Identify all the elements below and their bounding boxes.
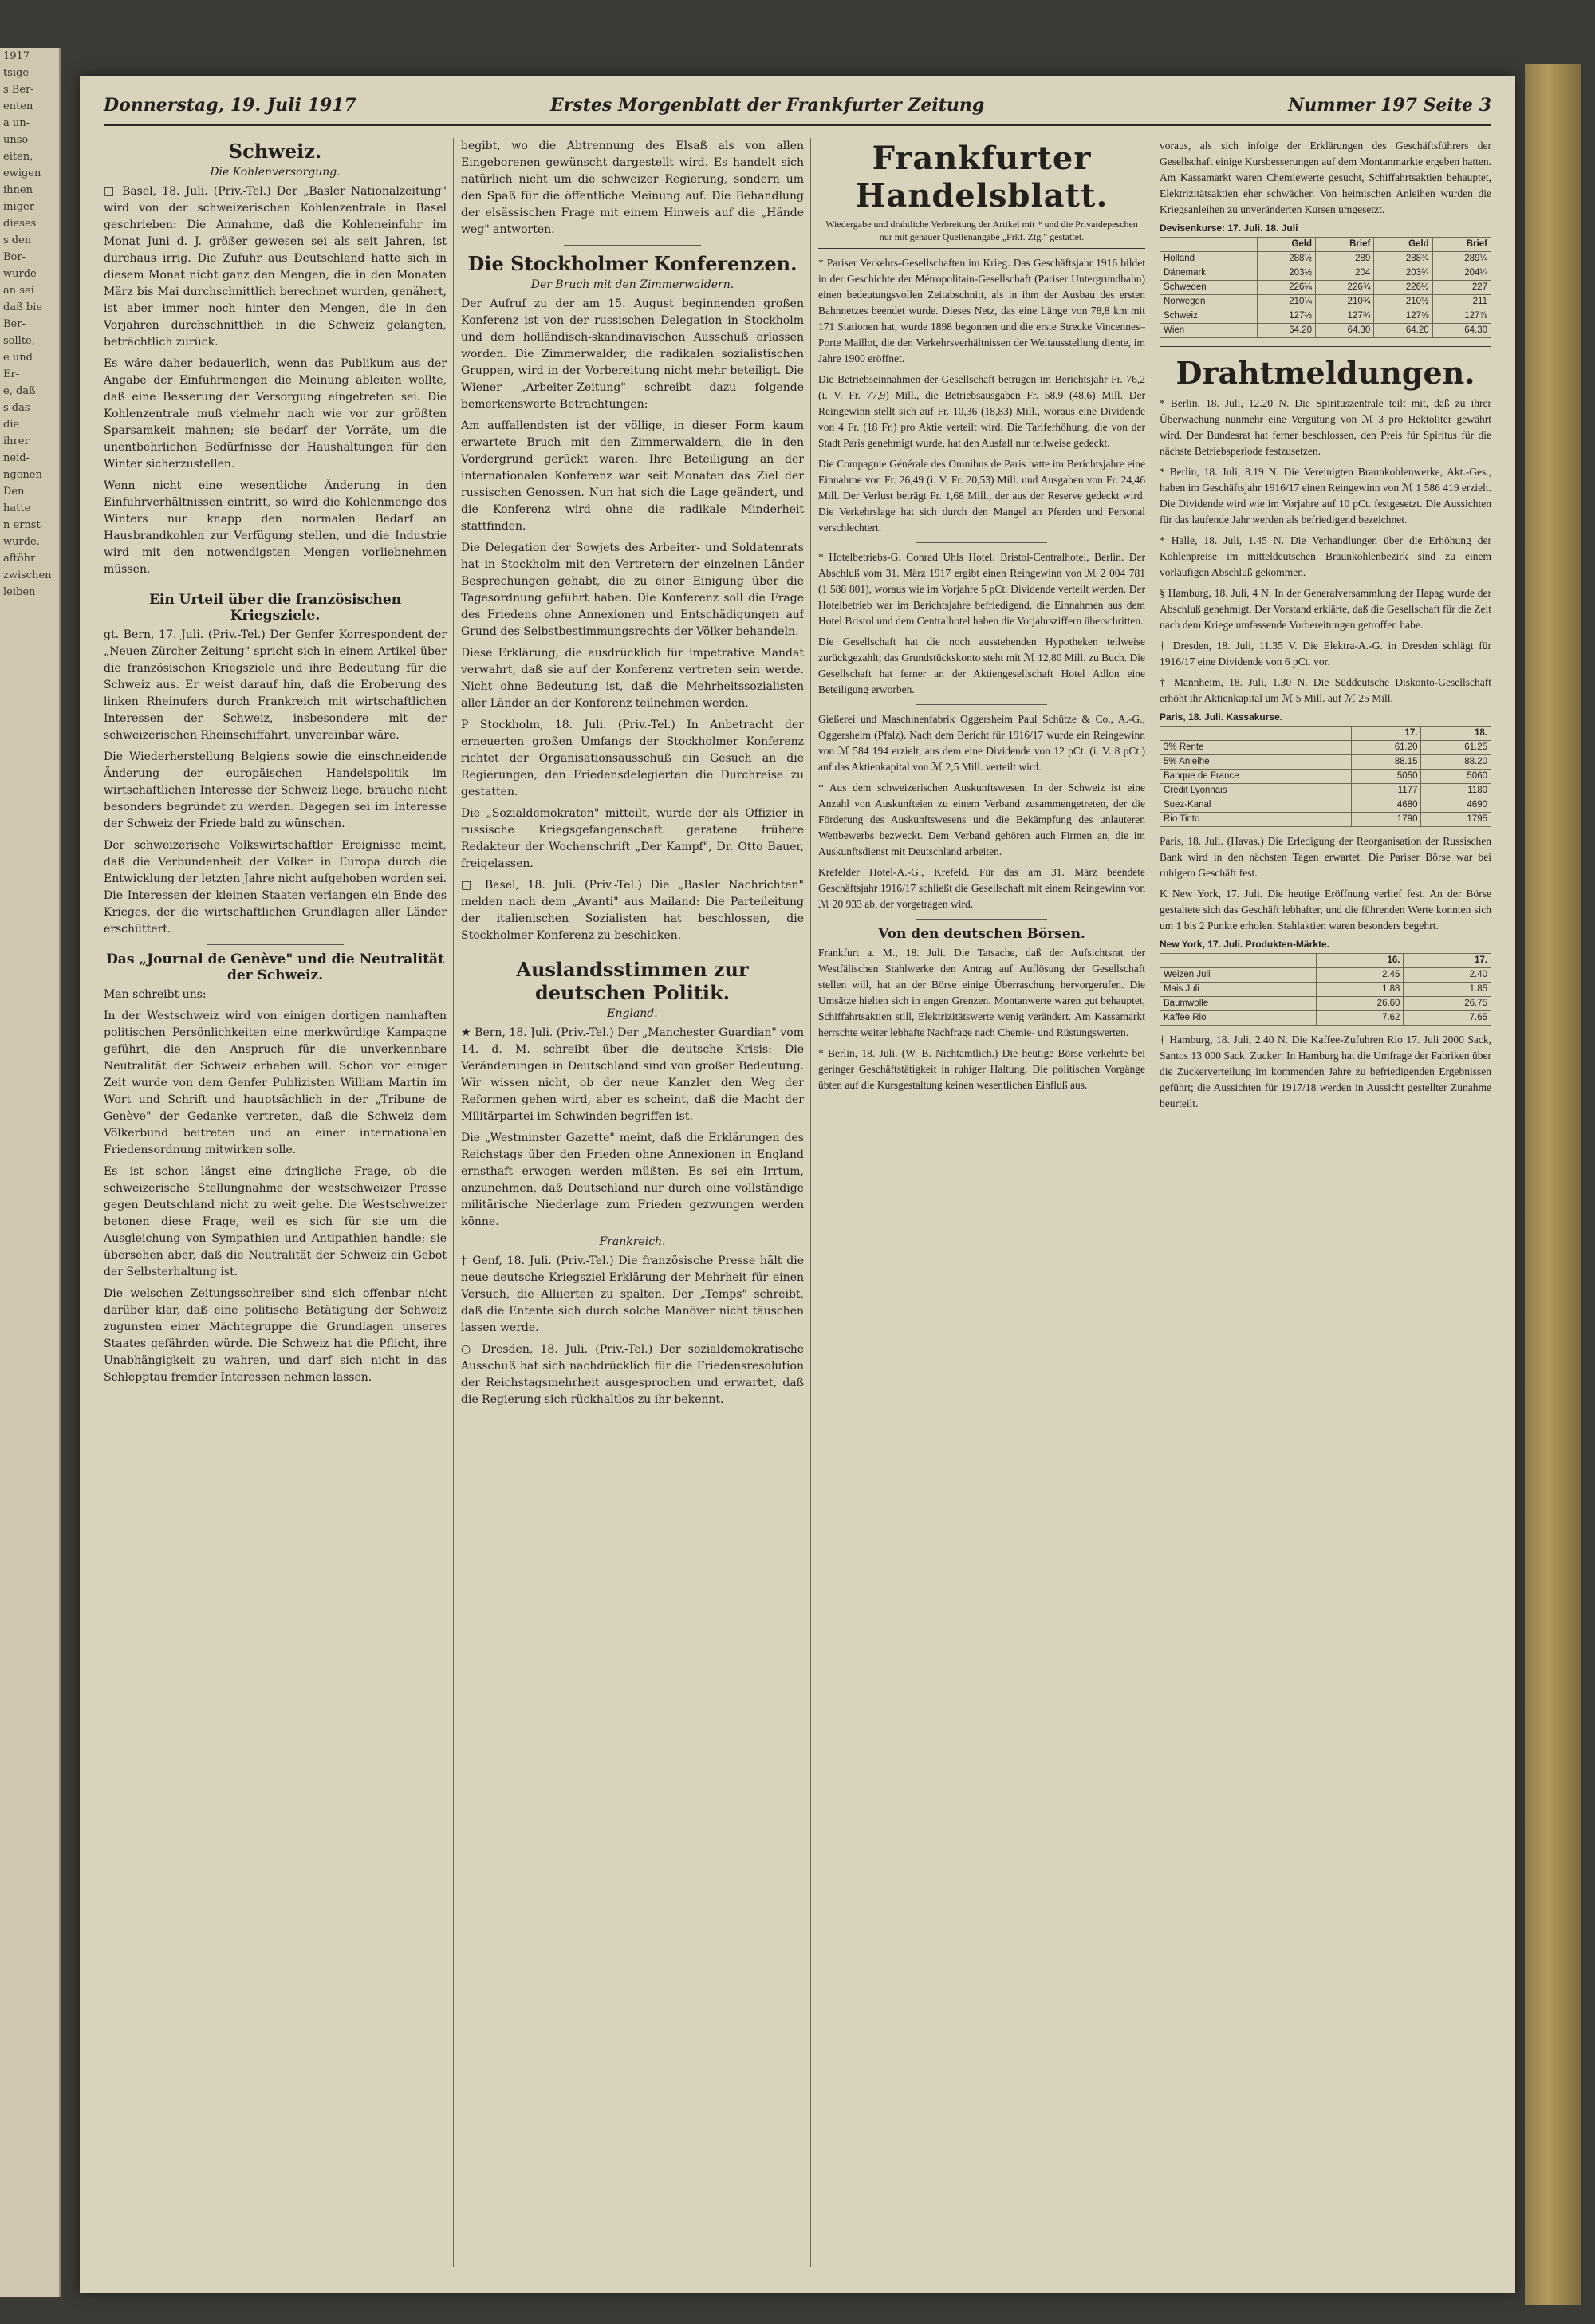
table-cell: 226¼: [1257, 281, 1315, 295]
article-paragraph: * Hotelbetriebs-G. Conrad Uhls Hotel. Bristol-Centralhotel, Berlin. Der Abschluß vom 31. März 1917 ergibt einen Reingewinn von ℳ 2 004 781 (1 588 801), woraus wie im Vorjahre 5 pCt. Dividende verteilt werden. Der Hotelbetrieb war im Berichtsjahre befriedigend, die Einnahmen aus dem Hotel Bristol und dem Centralhotel haben die Vorjahrsziffern überschritten.: [818, 551, 1145, 627]
issue-date: Donnerstag, 19. Juli 1917: [104, 95, 356, 116]
subheading-kohlenversorgung: Die Kohlenversorgung.: [210, 166, 341, 179]
article-paragraph: □ Basel, 18. Juli. (Priv.-Tel.) Der „Basler Nationalzeitung" wird von der schweizerischen Kohlenzentrale in Basel geschrieben: Die Annahme, daß die Kohleneinfuhr im Monat Juni d. J. größer gewesen sei als seit Jahren, ist durchaus irrig. Die Zufuhr aus Deutschland hatte sich in diesem Monat nicht ganz den Mengen, die in den Monaten März bis Mai durchschnittlich berechnet wurden, genähert, ist aber immer noch hinter den Mengen, die in den Vorjahren durchschnittlich in die Schweiz gelangten, beträchtlich zurück.: [104, 185, 447, 349]
prev-page-fragment: ihrer: [3, 435, 30, 447]
prev-page-fragment: daß bie: [3, 301, 43, 313]
column-3: [818, 138, 1145, 2267]
table-row: [1160, 741, 1491, 755]
table-cell: Schweiz: [1160, 309, 1258, 324]
prev-page-fragment: ewigen: [3, 167, 41, 179]
table-cell: 5050: [1351, 770, 1421, 784]
book-binding: [1525, 64, 1581, 2305]
table-cell: 5060: [1421, 770, 1491, 784]
table-header-cell: 18.: [1421, 727, 1491, 741]
table-cell: 4680: [1351, 798, 1421, 813]
article-paragraph: Die Betriebseinnahmen der Gesellschaft betrugen im Berichtsjahr Fr. 76,2 (i. V. Fr. 77,9) Mill., die Betriebsausgaben Fr. 58,9 (48,6) Mill. Der Reingewinn stellt sich auf Fr. 10,36 (18,83) Mill., woraus eine Dividende von 4 Fr. (18 Fr.) pro Aktie verteilt wird. Die Tariferhöhung, die von der Stadt Paris genehmigt wurde, hat den Ausfall nur teilweise gedeckt.: [818, 373, 1145, 449]
table-row: [1160, 770, 1491, 784]
article-paragraph: Die Delegation der Sowjets des Arbeiter- und Soldatenrats hat in Stockholm mit den Vertretern der einzelnen Länder Besprechungen gehabt, die zu einer Einigung über die Tagesordnung geführt haben. Die Konferenz soll die Frage des Friedens ohne Annexionen und Entschädigungen auf Grund des Selbstbestimmungsrechts der Völker behandeln.: [461, 542, 804, 638]
prev-page-fragment: leiben: [3, 586, 36, 598]
table-cell: 203½: [1257, 266, 1315, 281]
table-cell: Crédit Lyonnais: [1160, 784, 1352, 798]
article-paragraph: † Hamburg, 18. Juli, 2.40 N. Die Kaffee-Zufuhren Rio 17. Juli 2000 Sack, Santos 13 000 Sack. Zucker: In Hamburg hat die Umfrage der Fabriken über die Zuckerverteilung im kommenden Jahre zu befriedigenden Ergebnissen geführt; die Aussichten für 1917/18 werden in Aussicht gestellter Zunahme beurteilt.: [1160, 1034, 1491, 1109]
prev-page-fragment: hatte: [3, 502, 31, 514]
article-paragraph: □ Basel, 18. Juli. (Priv.-Tel.) Die „Basler Nachrichten" melden nach dem „Avanti" aus Mailand: Die Parteileitung der italienischen Sozialisten hat beschlossen, die Stockholmer Konferenz zu beschicken.: [461, 879, 804, 942]
table-cell: Kaffee Rio: [1160, 1011, 1317, 1026]
table-header-cell: 17.: [1351, 727, 1421, 741]
table-cell: 227: [1432, 281, 1491, 295]
divider: [564, 245, 701, 246]
table-cell: 127⅝: [1374, 309, 1432, 324]
table-cell: 1790: [1351, 813, 1421, 827]
column-2: [461, 138, 804, 2267]
table-header-cell: Geld: [1257, 238, 1315, 252]
article-paragraph: Die Compagnie Générale des Omnibus de Paris hatte im Berichtsjahre eine Einnahme von Fr. 26,49 (i. V. Fr. 20,53) Mill. und Ausgaben von Fr. 24,46 Mill. Der Verlust beträgt Fr. 1,68 Mill., der aus der Reserve gedeckt wird. Die Verkehrslage hat sich durch den Mangel an Pferden und Personal verschlechtert.: [818, 458, 1145, 534]
drahtmeldungen-banner: Drahtmeldungen.: [1176, 355, 1475, 391]
table-cell: 288¾: [1374, 252, 1432, 266]
article-paragraph: K New York, 17. Juli. Die heutige Eröffnung verlief fest. An der Börse gestaltete sich das Geschäft lebhafter, und die führenden Werte konnten sich um 1 bis 2 Punkte erholen. Stahlaktien waren besonders begehrt.: [1160, 888, 1491, 932]
prev-page-fragment: ngenen: [3, 469, 42, 481]
paris-table: [1160, 726, 1491, 827]
article-paragraph: Am auffallendsten ist der völlige, in dieser Form kaum erwartete Bruch mit den Zimmerwaldern, die in den Vordergrund gerückt waren. Ihre Beteiligung an der internationalen Konferenz war seit Monaten das Ziel der russischen Genossen. Nun hat sich die Lage geändert, und die Konferenz wird ohne die radikale Minderheit stattfinden.: [461, 420, 804, 533]
table-cell: 88.15: [1351, 755, 1421, 770]
column-rule: [453, 138, 454, 2267]
section-heading-stockholmer-konferenzen: Die Stockholmer Konferenzen.: [467, 252, 798, 275]
table-cell: Suez-Kanal: [1160, 798, 1352, 813]
prev-page-fragment: 1917: [3, 50, 30, 62]
prev-page-fragment: eiten,: [3, 151, 33, 163]
prev-page-fragment: wurde: [3, 268, 37, 280]
table-cell: 127¾: [1316, 309, 1374, 324]
section-heading-schweiz: Schweiz.: [228, 140, 322, 163]
table-cell: Schweden: [1160, 281, 1258, 295]
table-cell: 1177: [1351, 784, 1421, 798]
table-row: [1160, 798, 1491, 813]
prev-page-fragment: iniger: [3, 201, 34, 213]
article-paragraph: † Mannheim, 18. Juli, 1.30 N. Die Süddeutsche Diskonto-Gesellschaft erhöht ihr Aktienkapital um ℳ 5 Mill. auf ℳ 25 Mill.: [1160, 676, 1491, 704]
newspaper-page: [80, 76, 1515, 2293]
article-paragraph: Man schreibt uns:: [104, 988, 207, 1001]
devisen-table-title: Devisenkurse: 17. Juli. 18. Juli: [1160, 223, 1298, 234]
subheading-england: England.: [607, 1007, 658, 1020]
table-cell: 210¾: [1316, 295, 1374, 309]
double-rule: [818, 248, 1145, 250]
prev-page-fragment: s den: [3, 234, 32, 246]
subheading-frankreich: Frankreich.: [599, 1235, 666, 1248]
article-paragraph: Die „Westminster Gazette" meint, daß die Erklärungen des Reichstags über den Frieden ohne Annexionen in England ernsthaft erwogen werden müßten. Es sei ein Irrtum, anzunehmen, daß Deutschland nur durch eine vollständige militärische Niederlage zum Frieden gezwungen werden könne.: [461, 1132, 804, 1228]
prev-page-fragment: a un-: [3, 117, 30, 129]
article-paragraph: Die Gesellschaft hat die noch ausstehenden Hypotheken teilweise zurückgezahlt; das Grundstückskonto steht mit ℳ 12,80 Mill. zu Buch. Die Gesellschaft hat ferner an der Aktiengesellschaft Hotel Adlon eine Beteiligung erworben.: [818, 636, 1145, 695]
table-header-cell: Geld: [1374, 238, 1432, 252]
divider: [916, 919, 1047, 920]
table-cell: 1795: [1421, 813, 1491, 827]
table-row: [1160, 295, 1491, 309]
table-cell: 210¼: [1257, 295, 1315, 309]
newspaper-title: Erstes Morgenblatt der Frankfurter Zeitung: [550, 95, 985, 116]
page-number: Nummer 197 Seite 3: [1288, 95, 1491, 116]
article-paragraph: * Berlin, 18. Juli, 12.20 N. Die Spirituszentrale teilt mit, daß zu ihrer Überwachung nunmehr eine Vergütung von ℳ 3 pro Hektoliter gewährt wird. Der Bundesrat hat ferner beschlossen, den Preis für Spiritus für die nächste Betriebsperiode festzusetzen.: [1160, 397, 1491, 457]
table-cell: 211: [1432, 295, 1491, 309]
article-paragraph: * Aus dem schweizerischen Auskunftswesen. In der Schweiz ist eine Anzahl von Auskunfteien zu einem Verband zusammengetreten, der die Förderung des Auskunftswesens und die Bekämpfung des unlauteren Wettbewerbs bezweckt. Dem Verband gehören auch Firmen an, die im Auskunftsdienst mit Deutschland arbeiten.: [818, 782, 1145, 857]
newyork-table: [1160, 953, 1491, 1026]
article-paragraph: * Berlin, 18. Juli. (W. B. Nichtamtlich.) Die heutige Börse verkehrte bei geringer Geschäftstätigkeit in ruhiger Haltung. Die politischen Vorgänge übten auf die Kursgestaltung keinen wesentlichen Einfluß aus.: [818, 1047, 1145, 1091]
table-row: [1160, 784, 1491, 798]
article-paragraph: Krefelder Hotel-A.-G., Krefeld. Für das am 31. März beendete Geschäftsjahr 1916/17 schließt die Gesellschaft mit einem Reingewinn von ℳ 20 933 ab, der vorgetragen wird.: [818, 866, 1145, 910]
divider: [207, 944, 344, 945]
article-paragraph: ★ Bern, 18. Juli. (Priv.-Tel.) Der „Manchester Guardian" vom 14. d. M. schreibt über die deutsche Krisis: Die Veränderungen in Deutschland sind von großer Bedeutung. Wir wissen nicht, ob der neue Kanzler den Weg der Reformen gehen wird, aber es scheint, daß die Macht der Militärpartei im Schwinden begriffen ist.: [461, 1026, 804, 1123]
table-header-cell: [1160, 954, 1317, 968]
table-cell: 26.75: [1404, 997, 1491, 1011]
table-cell: 88.20: [1421, 755, 1491, 770]
table-cell: 204¼: [1432, 266, 1491, 281]
table-cell: Norwegen: [1160, 295, 1258, 309]
article-paragraph: * Halle, 18. Juli, 1.45 N. Die Verhandlungen über die Erhöhung der Kohlenpreise im mitteldeutschen Braunkohlenbezirk sind zu einem vorläufigen Abschluß gekommen.: [1160, 534, 1491, 578]
article-paragraph: In der Westschweiz wird von einigen dortigen namhaften politischen Persönlichkeiten eine merkwürdige Kampagne geführt, die den Anspruch für die unverkennbare Neutralität der Schweiz erheben will. Schon vor einiger Zeit wurde von dem Genfer Publizisten William Martin im Wort und Schrift und hauptsächlich in der „Tribune de Genève" der Gedanke vertreten, daß die Schweiz dem Völkerbund beitreten und an einer internationalen Friedensordnung mitwirken solle.: [104, 1010, 447, 1156]
article-paragraph: Die welschen Zeitungsschreiber sind sich offenbar nicht darüber klar, daß eine politische Betätigung der Schweiz zugunsten einer Mächtegruppe die Grundlagen unseres Staates gefährden würde. Die Schweiz hat die Pflicht, ihre Unabhängigkeit zu wahren, und darf sich nicht in das Schlepptau fremder Interessen nehmen lassen.: [104, 1287, 447, 1384]
table-cell: Wien: [1160, 324, 1258, 338]
table-cell: 210½: [1374, 295, 1432, 309]
table-cell: 288½: [1257, 252, 1315, 266]
article-paragraph: * Berlin, 18. Juli, 8.19 N. Die Vereinigten Braunkohlenwerke, Akt.-Ges., haben im Geschäftsjahr 1916/17 einen Reingewinn von ℳ 1 586 419 erzielt. Die Dividende wird wie im Vorjahre auf 10 pCt. festgesetzt. Die Aussichten für das laufende Jahr werden als befriedigend bezeichnet.: [1160, 466, 1491, 526]
table-cell: 1.85: [1404, 983, 1491, 997]
table-cell: 226¾: [1316, 281, 1374, 295]
table-row: [1160, 983, 1491, 997]
table-cell: 2.45: [1316, 968, 1404, 983]
table-cell: 61.25: [1421, 741, 1491, 755]
prev-page-fragment: e und: [3, 352, 33, 364]
table-row: [1160, 997, 1491, 1011]
article-paragraph: Der Aufruf zu der am 15. August beginnenden großen Konferenz ist von der russischen Delegation in Stockholm und dem holländisch-skandinavischen Ausschuß erlassen worden. Die Zimmerwalder, die radikalen sozialistischen Gruppen, wird in der Vorbereitung nicht mehr beteiligt. Die Wiener „Arbeiter-Zeitung" schreibt dazu folgende bemerkenswerte Betrachtungen:: [461, 297, 804, 411]
table-cell: 4690: [1421, 798, 1491, 813]
article-paragraph: † Genf, 18. Juli. (Priv.-Tel.) Die französische Presse hält die neue deutsche Kriegsziel-Erklärung der Mehrheit für einen Versuch, die Alliierten zu spalten. Der „Temps" schreibt, daß die Entente sich durch solche Manöver nicht täuschen lassen werde.: [461, 1255, 804, 1334]
prev-page-fragment: Ber-: [3, 318, 26, 330]
previous-page-edge: [0, 48, 61, 2297]
prev-page-fragment: Den: [3, 486, 25, 498]
article-paragraph: Die Wiederherstellung Belgiens sowie die einschneidende Änderung der europäischen Handelspolitik im wirtschaftlichen Interesse der Schweiz liege, brauche nicht besonders begründet zu werden. Dagegen sei im Interesse der Schweiz der Friede bald zu wünschen.: [104, 750, 447, 830]
masthead: [104, 92, 1491, 126]
table-row: [1160, 309, 1491, 324]
prev-page-fragment: enten: [3, 100, 33, 112]
prev-page-fragment: ihnen: [3, 184, 33, 196]
article-paragraph: voraus, als sich infolge der Erklärungen des Geschäftsführers der Gesellschaft einige Kursbesserungen auf dem Montanmarkte ergeben hatten. Am Kassamarkt waren Chemiewerte gesucht, Schiffahrtsaktien behauptet, Elektrizitätsaktien eher schwächer. Von heimischen Anleihen wurden die Kriegsanleihen zu unveränderten Kursen umgesetzt.: [1160, 140, 1491, 215]
prev-page-fragment: aftöhr: [3, 553, 36, 565]
table-cell: 7.65: [1404, 1011, 1491, 1026]
table-row: [1160, 968, 1491, 983]
table-row: [1160, 1011, 1491, 1026]
prev-page-fragment: e, daß: [3, 385, 36, 397]
subheading-zimmerwalder: Der Bruch mit den Zimmerwaldern.: [530, 278, 734, 291]
paris-table-title: Paris, 18. Juli. Kassakurse.: [1160, 711, 1283, 723]
table-cell: 2.40: [1404, 968, 1491, 983]
article-paragraph: Diese Erklärung, die ausdrücklich für impetrative Mandat verwahrt, daß sie auf der Konferenz vertreten sein werde. Nicht ohne Bedeutung ist, daß die Mehrheitssozialisten aller Länder an der Konferenz teilnehmen werden.: [461, 647, 804, 710]
table-header-cell: Brief: [1432, 238, 1491, 252]
table-cell: Holland: [1160, 252, 1258, 266]
reprint-notice: Wiedergabe und drahtliche Verbreitung der Artikel mit * und die Privatdepeschen nur mit genauer Quellenangabe „Frkf. Ztg." gestattet.: [825, 219, 1138, 242]
table-row: [1160, 813, 1491, 827]
prev-page-fragment: Bor-: [3, 251, 26, 263]
subheading-kriegsziele: Ein Urteil über die französischen Kriegsziele.: [148, 592, 402, 624]
divider: [916, 542, 1047, 543]
article-paragraph: † Dresden, 18. Juli, 11.35 V. Die Elektra-A.-G. in Dresden schlägt für 1916/17 eine Dividende von 6 pCt. vor.: [1160, 640, 1491, 668]
column-rule: [810, 138, 811, 2267]
prev-page-fragment: sollte,: [3, 335, 35, 347]
table-cell: Dänemark: [1160, 266, 1258, 281]
handelsblatt-banner: Frankfurter Handelsblatt.: [855, 140, 1109, 215]
article-paragraph: Die „Sozialdemokraten" mitteilt, wurde der als Offizier in russische Kriegsgefangenschaft geratene frühere Redakteur der Wochenschrift „Der Kampf", Dr. Otto Bauer, freigelassen.: [461, 807, 804, 870]
table-row: [1160, 252, 1491, 266]
article-paragraph: Es wäre daher bedauerlich, wenn das Publikum aus der Angabe der Einfuhrmengen die Meinung ableiten wollte, daß eine Besserung der Versorgung eingetreten sei. Die Kohlenzentrale muß vielmehr nach wie vor zur größten Sparsamkeit mahnen; sie bedarf der Vorräte, um die unentbehrlichen Bedürfnisse der Haushaltungen für den Winter sicherzustellen.: [104, 357, 447, 471]
table-cell: 1180: [1421, 784, 1491, 798]
prev-page-fragment: tsige: [3, 67, 30, 79]
table-row: [1160, 281, 1491, 295]
table-cell: 5% Anleihe: [1160, 755, 1352, 770]
table-row: [1160, 266, 1491, 281]
prev-page-fragment: wurde.: [3, 536, 40, 548]
prev-page-fragment: neid-: [3, 452, 30, 464]
article-paragraph: Wenn nicht eine wesentliche Änderung in den Einfuhrverhältnissen eintritt, so wird die Kohlenmenge des Winters nur knapp den normalen Bedarf an Hausbrandkohlen zur Verfügung stellen, und die Industrie wird mit den notwendigsten Mengen vorliebnehmen müssen.: [104, 479, 447, 576]
table-cell: 226½: [1374, 281, 1432, 295]
column-1: [104, 138, 447, 2267]
prev-page-fragment: an sei: [3, 285, 34, 297]
table-header-cell: [1160, 727, 1352, 741]
prev-page-fragment: unso-: [3, 134, 32, 146]
table-row: [1160, 755, 1491, 770]
table-cell: 289: [1316, 252, 1374, 266]
table-cell: 26.60: [1316, 997, 1404, 1011]
article-paragraph: P Stockholm, 18. Juli. (Priv.-Tel.) In Anbetracht der erneuerten großen Umfangs der Stockholmer Konferenz richtet der Organisationsausschuß ein Gesuch an die Regierungen, den Friedensdelegierten die Durchreise zu gestatten.: [461, 719, 804, 798]
section-heading-deutsche-boersen: Von den deutschen Börsen.: [878, 926, 1085, 942]
table-header-cell: [1160, 238, 1258, 252]
double-rule: [1160, 345, 1491, 347]
table-row: [1160, 324, 1491, 338]
article-paragraph: § Hamburg, 18. Juli, 4 N. In der Generalversammlung der Hapag wurde der Abschluß genehmigt. Der Vorstand erklärte, daß die Gesellschaft für die Zeit nach dem Kriege umfassende Vorbereitungen getroffen habe.: [1160, 587, 1491, 631]
table-cell: 204: [1316, 266, 1374, 281]
table-cell: 7.62: [1316, 1011, 1404, 1026]
table-header-cell: 16.: [1316, 954, 1404, 968]
article-paragraph: Frankfurt a. M., 18. Juli. Die Tatsache, daß der Aufsichtsrat der Westfälischen Stahlwerke den Antrag auf Auflösung der Gesellschaft stellen will, hat an der Börse einige Überraschung hervorgerufen. Die Umsätze hielten sich in engen Grenzen. Montanwerte waren gut behauptet, Schiffahrtsaktien still, Elektrizitätswerte wenig verändert. Am Kassamarkt herrschte weiter lebhafte Nachfrage nach Chemie- und Rüstungswerten.: [818, 947, 1145, 1038]
prev-page-fragment: zwischen: [3, 569, 52, 581]
table-cell: 61.20: [1351, 741, 1421, 755]
table-cell: 127½: [1257, 309, 1315, 324]
prev-page-fragment: s das: [3, 402, 30, 414]
table-header-cell: Brief: [1316, 238, 1374, 252]
column-4: [1160, 138, 1491, 2267]
article-paragraph: * Pariser Verkehrs-Gesellschaften im Krieg. Das Geschäftsjahr 1916 bildet in der Geschichte der Métropolitain-Gesellschaft (Pariser Untergrundbahn) einen bedeutungsvollen Zeitabschnitt, als in ihm der Ausbau des ersten Bahnnetzes beendet wurde. Dieses Netz, das eine Länge von 78,8 km mit 171 Stationen hat, wurde 1898 begonnen und die erste Strecke Vincennes–Porte Maillot, die den Verkehrsverhältnissen der Weltausstellung diente, im Jahre 1900 eröffnet.: [818, 257, 1145, 364]
section-heading-auslandsstimmen: Auslandsstimmen zur deutschen Politik.: [516, 958, 749, 1004]
table-cell: 203¾: [1374, 266, 1432, 281]
prev-page-fragment: dieses: [3, 218, 37, 230]
devisen-table: [1160, 237, 1491, 338]
table-cell: 127⅞: [1432, 309, 1491, 324]
table-cell: Banque de France: [1160, 770, 1352, 784]
article-paragraph: ○ Dresden, 18. Juli. (Priv.-Tel.) Der sozialdemokratische Ausschuß hat sich nachdrücklich für die Friedensresolution der Reichstagsmehrheit ausgesprochen und erwartet, daß die Regierung sich rückhaltlos zu ihr bekennt.: [461, 1343, 804, 1406]
prev-page-fragment: n ernst: [3, 519, 41, 531]
table-cell: 3% Rente: [1160, 741, 1352, 755]
subheading-journal-de-geneve: Das „Journal de Genève" und die Neutralität der Schweiz.: [106, 951, 444, 983]
table-cell: Mais Juli: [1160, 983, 1317, 997]
article-paragraph: Gießerei und Maschinenfabrik Oggersheim Paul Schütze & Co., A.-G., Oggersheim (Pfalz). Nach dem Bericht für 1916/17 wurde ein Reingewinn von ℳ 584 194 erzielt, aus dem eine Dividende von 12 pCt. (i. V. 8 pCt.) auf das Aktienkapital von ℳ 2,5 Mill. verteilt wird.: [818, 713, 1145, 773]
article-paragraph: begibt, wo die Abtrennung des Elsaß als von allen Eingeborenen gewünscht dargestellt wird. Es handelt sich natürlich nicht um die schweizer Regierung, sondern um den Spaß für die öffentliche Meinung auf. Die Behandlung der elsässischen Frage mit einem Hinweis auf die „Hände weg" antworten.: [461, 140, 804, 236]
table-cell: Weizen Juli: [1160, 968, 1317, 983]
article-paragraph: Es ist schon längst eine dringliche Frage, ob die schweizerische Stellungnahme der westschweizer Presse gegen Deutschland nicht zu weit gehe. Die Westschweizer betonen diese Frage, weil es sich für sie um die Ausgleichung von Sympathien und Antipathien handle; sie übersehen aber, daß die Neutralität der Schweiz ein Gebot der Selbsterhaltung ist.: [104, 1165, 447, 1278]
table-cell: 1.88: [1316, 983, 1404, 997]
table-cell: 289¼: [1432, 252, 1491, 266]
table-cell: Rio Tinto: [1160, 813, 1352, 827]
divider: [916, 704, 1047, 705]
table-cell: 64.30: [1316, 324, 1374, 338]
prev-page-fragment: die: [3, 419, 20, 431]
table-cell: 64.30: [1432, 324, 1491, 338]
article-paragraph: Der schweizerische Volkswirtschaftler Ereignisse meint, daß die Verbundenheit der Völker in Europa durch die Entwicklung der letzten Jahre nicht aufgehoben worden sei. Die Interessen der kleinen Staaten verlangen ein Ende des Krieges, der die wirtschaftlichen Grundlagen aller Länder erschüttert.: [104, 839, 447, 936]
table-cell: Baumwolle: [1160, 997, 1317, 1011]
article-paragraph: Paris, 18. Juli. (Havas.) Die Erledigung der Reorganisation der Russischen Bank wird in den nächsten Tagen erwartet. Die Pariser Börse war bei ruhigem Geschäft fest.: [1160, 835, 1491, 879]
table-cell: 64.20: [1374, 324, 1432, 338]
table-header-cell: 17.: [1404, 954, 1491, 968]
article-paragraph: gt. Bern, 17. Juli. (Priv.-Tel.) Der Genfer Korrespondent der „Neuen Zürcher Zeitung" spricht sich in einem Artikel über die französischen Kriegsziele und ihre Bedeutung für die Schweiz aus. Er weist darauf hin, daß die Eroberung des linken Rheinufers durch Frankreich mit wirtschaftlichen Interessen der Schweiz, insbesondere mit der schweizerischen Rheinschiffahrt, unvereinbar wäre.: [104, 628, 447, 742]
newyork-table-title: New York, 17. Juli. Produkten-Märkte.: [1160, 939, 1329, 950]
prev-page-fragment: Er-: [3, 368, 20, 380]
prev-page-fragment: s Ber-: [3, 84, 34, 96]
table-cell: 64.20: [1257, 324, 1315, 338]
